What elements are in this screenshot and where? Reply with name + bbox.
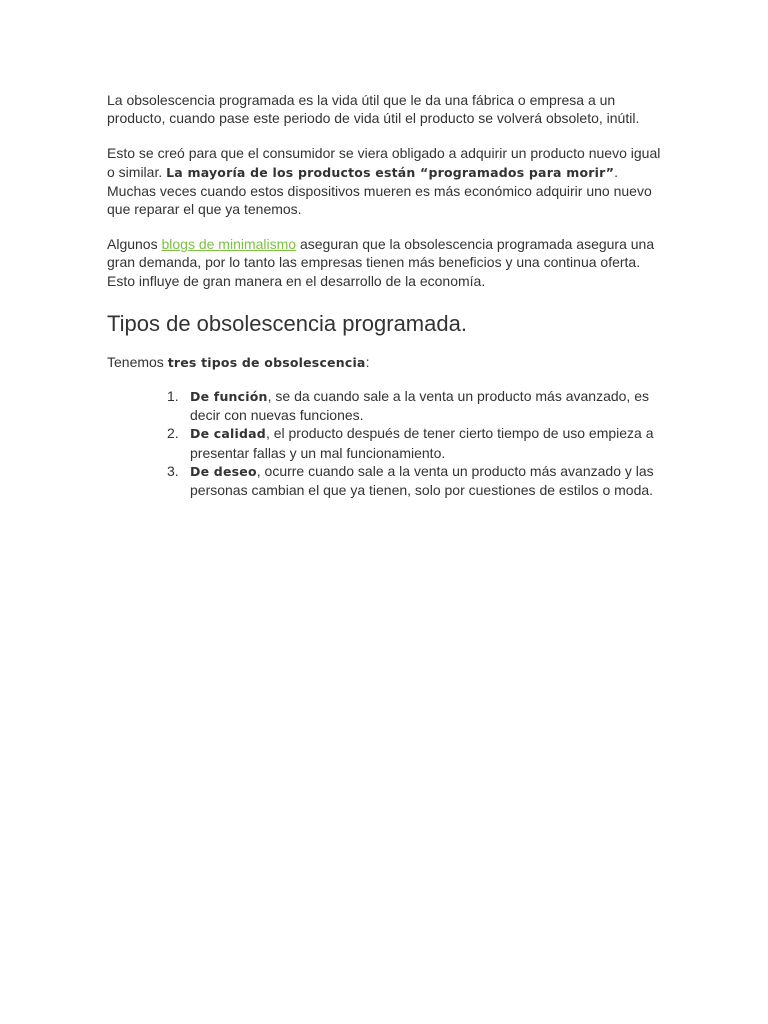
list-item-title: De función xyxy=(190,389,268,405)
list-item-text: , se da cuando sale a la venta un producto más avanzado, es decir con nuevas funciones. xyxy=(190,388,649,424)
list-item xyxy=(107,462,663,499)
list-item-title: De deseo xyxy=(190,463,257,479)
list-item-title: De calidad xyxy=(190,426,266,442)
list-item xyxy=(107,387,663,424)
minimalism-text-end: aseguran que la obsolescencia programada asegura una gran demanda, por lo tanto las empresas tienen más beneficios y una continua oferta. Esto influye de gran manera en el desarrollo de la economía. xyxy=(107,236,655,289)
types-intro-bold: tres tipos de obsolescencia xyxy=(167,354,366,370)
consumer-paragraph xyxy=(107,144,663,218)
list-item xyxy=(107,424,663,461)
minimalism-blogs-link[interactable]: blogs de minimalismo xyxy=(161,236,297,253)
list-item-text: , ocurre cuando sale a la venta un producto más avanzado y las personas cambian el que ya tienen, solo por cuestiones de estilos o moda. xyxy=(190,462,654,499)
types-intro-colon: : xyxy=(365,353,370,370)
consumer-text: Esto se creó para que el consumidor se viera obligado a adquirir un producto nuevo igual o similar. xyxy=(107,145,661,180)
intro-paragraph xyxy=(107,91,663,127)
types-intro-paragraph xyxy=(107,353,663,372)
list-item-text: , el producto después de tener cierto tiempo de uso empieza a presentar fallas y un mal funcionamiento. xyxy=(190,425,654,461)
list-item-number: 3. xyxy=(167,462,179,479)
section-heading: Tipos de obsolescencia programada. xyxy=(107,310,467,336)
intro-text: La obsolescencia programada es la vida útil que le da una fábrica o empresa a un producto, cuando pase este periodo de vida útil el producto se volverá obsoleto, inútil. xyxy=(107,92,640,127)
consumer-text-end: . Muchas veces cuando estos dispositivos mueren es más económico adquirir uno nuevo que reparar el que ya tenemos. xyxy=(107,163,652,218)
minimalism-text-start: Algunos xyxy=(107,236,162,253)
list-item-number: 1. xyxy=(167,388,179,405)
list-item-number: 2. xyxy=(167,425,179,442)
consumer-bold-text: La mayoría de los productos están “programados para morir” xyxy=(166,164,615,180)
types-list xyxy=(107,387,663,499)
types-intro-text: Tenemos xyxy=(107,353,168,370)
document-body xyxy=(107,91,663,499)
minimalism-paragraph xyxy=(107,235,663,290)
